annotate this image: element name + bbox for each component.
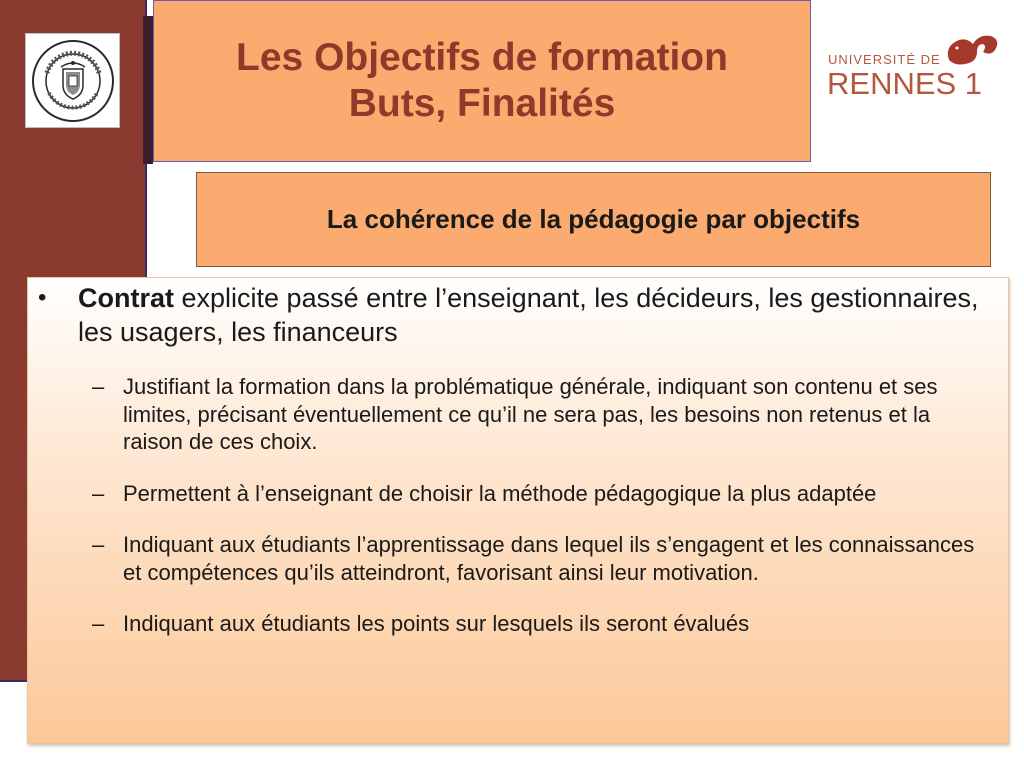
sub-bullet-text: Indiquant aux étudiants les points sur lesquels ils seront évalués — [123, 611, 750, 636]
logo-text-small: UNIVERSITÉ DE — [828, 52, 941, 67]
sub-bullet-item — [92, 610, 996, 638]
sub-bullet-text: Indiquant aux étudiants l’apprentissage dans lequel ils s’engagent et les connaissances et compétences qu’ils atteindront, favorisant ainsi leur motivation. — [123, 532, 975, 585]
main-bullet-text — [78, 281, 1000, 349]
sub-bullet-text: Justifiant la formation dans la problématique générale, indiquant son contenu et ses limites, précisant éventuellement ce qu’il ne sera pas, les besoins non retenus et la raison de ces choix. — [123, 374, 938, 454]
faculty-seal-icon — [31, 39, 115, 123]
bullet-marker: • — [38, 284, 47, 311]
sub-bullet-text: Permettent à l’enseignant de choisir la méthode pédagogique la plus adaptée — [123, 480, 877, 506]
squirrel-icon — [943, 30, 1003, 70]
dash-marker: – — [92, 611, 105, 636]
dash-marker: – — [92, 480, 105, 506]
dash-marker: – — [92, 374, 105, 399]
faculty-seal — [25, 33, 120, 128]
sub-bullet-item — [92, 531, 996, 586]
main-bullet-bold: Contrat — [78, 283, 174, 313]
university-logo — [825, 30, 1005, 100]
subtitle-box — [196, 172, 991, 267]
dash-marker: – — [92, 532, 105, 557]
sub-bullet-list — [92, 373, 996, 662]
main-bullet-rest: explicite passé entre l’enseignant, les décideurs, les gestionnaires, les usagers, les financeurs — [78, 283, 979, 347]
main-bullet — [38, 281, 1000, 349]
left-bar-accent — [143, 16, 153, 164]
sub-bullet-item — [92, 373, 996, 456]
slide-title-line-2: Buts, Finalités — [348, 82, 616, 125]
slide-title-line-1: Les Objectifs de formation — [236, 36, 728, 79]
logo-text-big: RENNES 1 — [827, 66, 983, 101]
sub-bullet-item — [92, 480, 996, 508]
slide-subtitle: La cohérence de la pédagogie par objectifs — [326, 204, 861, 234]
title-box — [153, 0, 811, 162]
